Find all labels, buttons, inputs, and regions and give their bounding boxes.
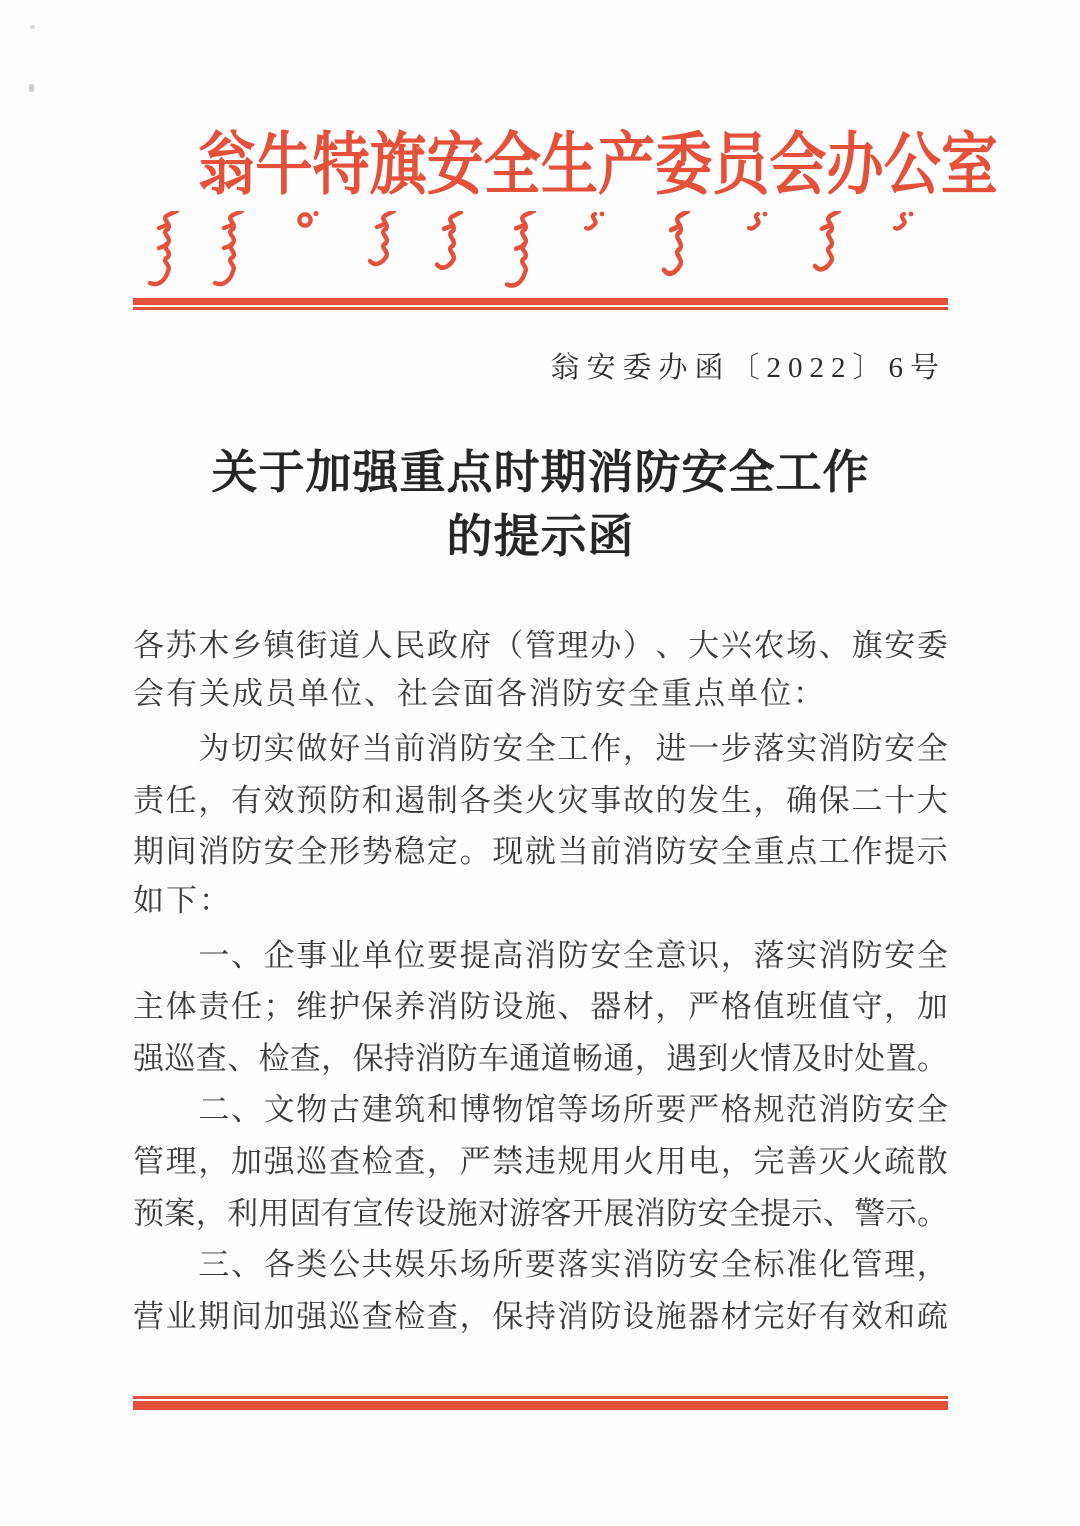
body-line: 一 、 企 事 业 单 位 要 提 高 消 防 安 全 意 识 ， 落 实 消 防 安 全 xyxy=(198,937,948,973)
rule-thick-line xyxy=(133,1401,948,1410)
body-line: 强 巡 查 、 检 查 ， 保 持 消 防 车 通 道 畅 通 ， 遇 到 火 情 及 时 处 置 。 xyxy=(133,1040,948,1076)
body-line: 会有关成员单位、社会面各消防安全重点单位： xyxy=(133,676,826,712)
mongolian-script-icon xyxy=(133,211,948,293)
document-content xyxy=(133,0,998,1339)
document-title-line1: 关于加强重点时期消防安全工作 xyxy=(211,446,870,498)
body-line: 各 苏 木 乡 镇 街 道 人 民 政 府 （ 管 理 办 ） 、 大 兴 农 场 、 旗 安 委 xyxy=(133,628,948,664)
document-number: 翁安委办函〔2022〕6号 xyxy=(550,351,946,384)
document-title xyxy=(133,441,948,569)
rule-thick-line xyxy=(133,298,948,305)
body-line: 管 理 ， 加 强 巡 查 检 查 ， 严 禁 违 规 用 火 用 电 ， 完 善 灭 火 疏 散 xyxy=(133,1144,948,1180)
rule-thin-line xyxy=(133,307,948,310)
body-line: 主 体 责 任 ； 维 护 保 养 消 防 设 施 、 器 材 ， 严 格 值 班 值 守 ， 加 xyxy=(133,989,948,1025)
body-line: 预 案 ， 利 用 固 有 宣 传 设 施 对 游 客 开 展 消 防 安 全 提 示 、 警 示 。 xyxy=(133,1195,948,1231)
letterhead-divider-rule xyxy=(133,298,948,310)
scan-artifact xyxy=(30,25,35,29)
body-line: 期 间 消 防 安 全 形 势 稳 定 。 现 就 当 前 消 防 安 全 重 点 工 作 提 示 xyxy=(133,834,948,870)
document-title-line2: 的提示函 xyxy=(446,510,635,562)
body-line: 营 业 期 间 加 强 巡 查 检 查 ， 保 持 消 防 设 施 器 材 完 好 有 效 和 疏 xyxy=(133,1298,948,1334)
body-line: 如下： xyxy=(133,882,232,918)
body-text xyxy=(133,617,948,1339)
scan-artifact xyxy=(29,84,34,92)
letterhead-org-name: 翁牛特旗安全生产委员会办公室 xyxy=(198,127,998,203)
body-line: 三 、 各 类 公 共 娱 乐 场 所 要 落 实 消 防 安 全 标 准 化 管 理 ， xyxy=(198,1247,948,1283)
body-line: 二 、 文 物 古 建 筑 和 博 物 馆 等 场 所 要 严 格 规 范 消 防 安 全 xyxy=(198,1092,948,1128)
body-line: 为 切 实 做 好 当 前 消 防 安 全 工 作 ， 进 一 步 落 实 消 防 安 全 xyxy=(198,731,948,767)
body-line: 责 任 ， 有 效 预 防 和 遏 制 各 类 火 灾 事 故 的 发 生 ， 确 保 二 十 大 xyxy=(133,782,948,818)
footer-divider-rule xyxy=(133,1396,948,1410)
